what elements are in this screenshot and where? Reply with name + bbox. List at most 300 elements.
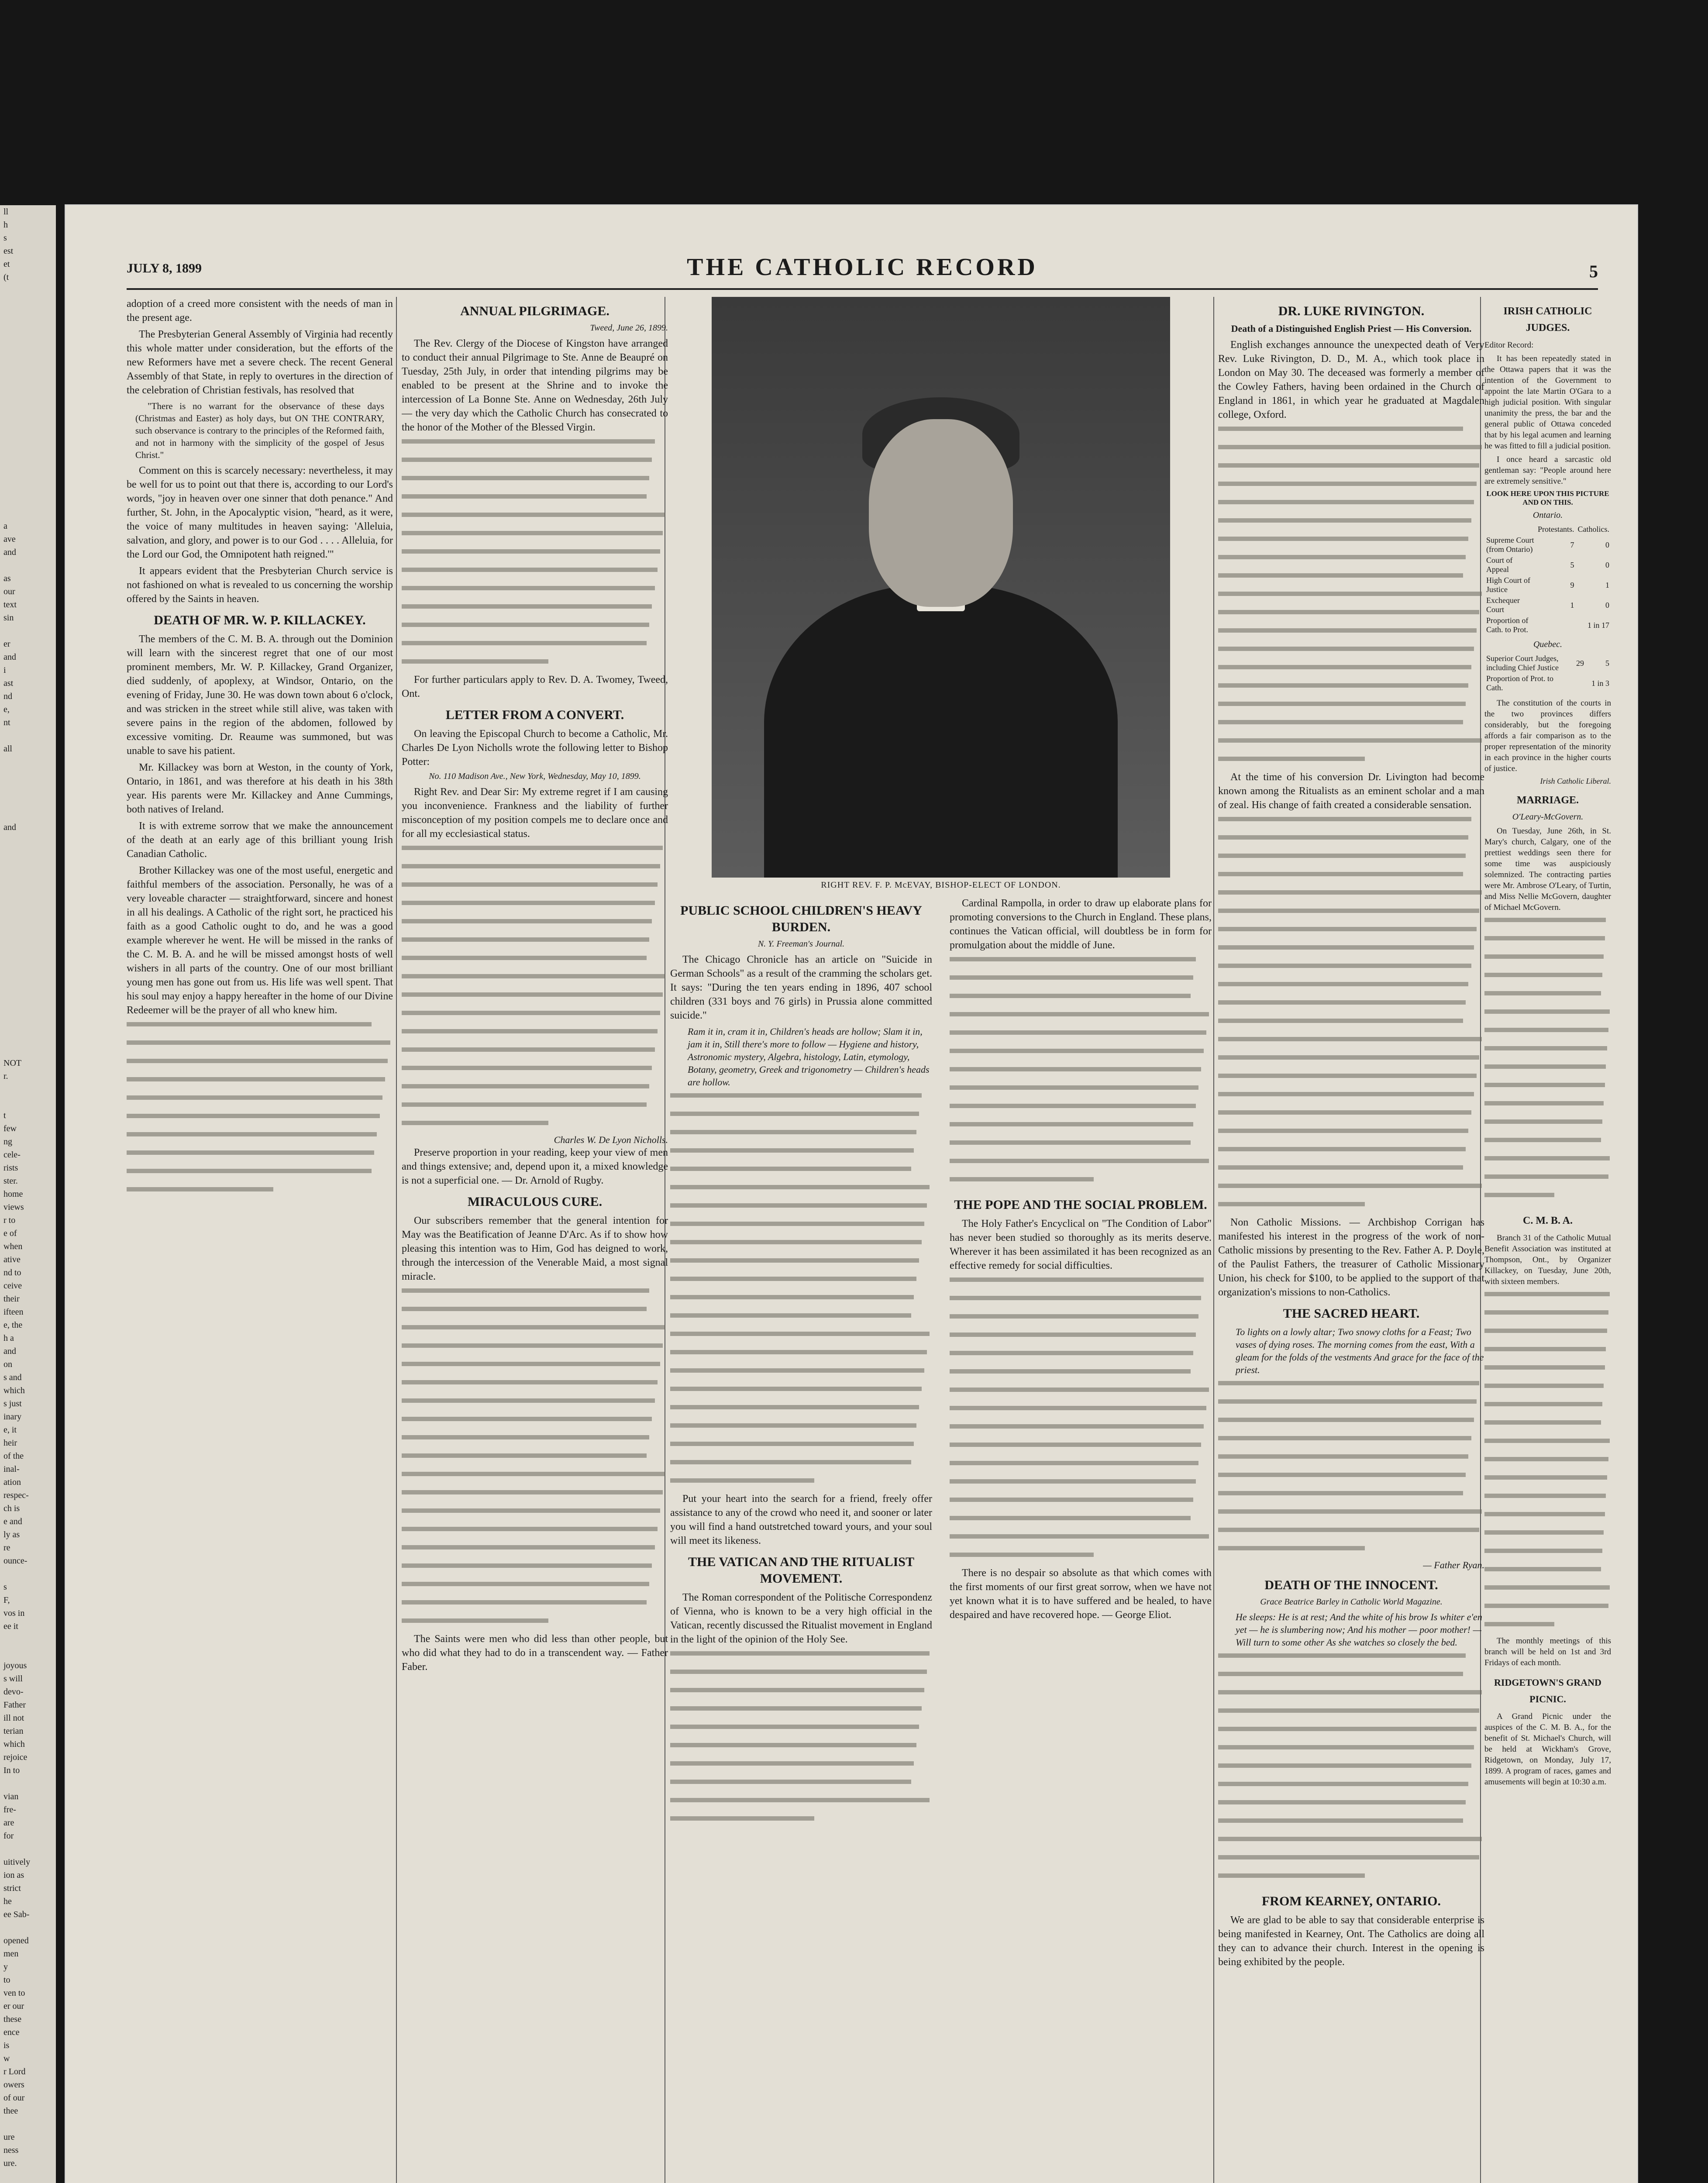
text-line [670,1093,932,1107]
adjacent-text-fragment [0,952,56,965]
adjacent-text-fragment: ly as [3,1530,20,1539]
text-line [1484,1156,1611,1170]
text-line [670,1222,932,1235]
adjacent-text-fragment [0,284,56,297]
adjacent-text-fragment: e, [3,705,10,714]
text-line [950,1424,1212,1438]
table-subheading: Quebec. [1533,640,1563,649]
adjacent-text-fragment [0,768,56,782]
text-line [1218,1184,1484,1197]
text-line [670,1112,932,1125]
adjacent-text-fragment [0,362,56,375]
text-line [1484,1101,1611,1115]
text-line [670,1332,932,1345]
text-line [670,1706,932,1720]
table-row: High Court of Justice 9 1 [1486,576,1609,594]
adjacent-text-fragment [0,795,56,808]
article-paragraph: The Roman correspondent of the Politische Correspondenz of Vienna, who is known to be a very high official in the Vatican, recently discussed the Ritualist movement in England in the light of the opinion of the Holy See. [670,1592,932,1645]
adjacent-text-fragment: heir [3,1438,17,1448]
newspaper-title: THE CATHOLIC RECORD [687,254,1038,281]
text-line [1218,757,1484,770]
text-line [402,623,668,636]
adjacent-text-fragment [0,310,56,323]
column-rule [1213,297,1214,2183]
obituary-headline: DEATH OF MR. W. P. KILLACKEY. [154,613,366,627]
adjacent-text-fragment [0,939,56,952]
adjacent-text-fragment [0,323,56,336]
text-line [950,1067,1212,1081]
text-line [1484,1009,1611,1023]
text-line [670,1761,932,1775]
adjacent-text-fragment: ven to [3,1988,25,1998]
text-line [1218,573,1484,587]
adjacent-text-fragment [0,349,56,362]
adjacent-text-fragment: r. [3,1071,8,1081]
table-row: Exchequer Court 1 0 [1486,596,1609,614]
text-line [1484,1064,1611,1078]
dateline: Tweed, June 26, 1899. [590,323,668,333]
article-paragraph: Cardinal Rampolla, in order to draw up elaborate plans for promoting conversions to the Church in England. These plans, continues the Vatican official, will doubtless be in form for promulgation about the middle of June. [950,898,1212,951]
article-paragraph: Right Rev. and Dear Sir: My extreme regret if I am causing you inconvenience. Frankness and the liability of further misconception of my position compels me to declare once and for all my ecclesiastical status. [402,786,668,840]
illegible-text-block [950,1277,1212,1566]
text-line [1218,555,1484,568]
illegible-text-block [127,1022,393,1201]
adjacent-text-fragment: w [3,2054,10,2063]
text-line [1218,1055,1484,1069]
text-line [1484,1457,1611,1470]
source-credit: N. Y. Freeman's Journal. [758,939,845,949]
article-paragraph: The Chicago Chronicle has an article on "Suicide in German Schools" as a result of the cramming the scholars get. It says: "During the ten years ending in 1896, 407 school children (331 boys and 76 girls) in Prussia alone committed suicide." [670,954,932,1021]
text-line [402,1618,668,1632]
text-line [1218,1436,1484,1450]
adjacent-text-fragment: devo- [3,1687,24,1697]
article-paragraph: On leaving the Episcopal Church to become a Catholic, Mr. Charles De Lyon Nicholls wrote the following letter to Bishop Potter: [402,728,668,768]
article-paragraph: Put your heart into the search for a friend, freely offer assistance to any of the crowd who need it, and sooner or later you will find a hand outstretched toward yours, and your soul will meet its likeness. [670,1493,932,1546]
table-row: Court of Appeal 5 0 [1486,556,1609,574]
text-line [1484,1512,1611,1525]
illegible-text-block [1218,1653,1484,1887]
adjacent-text-fragment: inary [3,1412,22,1422]
article-paragraph: There is no despair so absolute as that which comes with the first moments of our first great sorrow, when we have not yet known what it is to have suffered and be healed, to have despaired and have recovered hope. — George Eliot. [950,1567,1212,1621]
text-line [950,1461,1212,1474]
text-line [402,1047,668,1061]
text-line [127,1187,393,1201]
text-line [1484,1347,1611,1360]
text-line [402,1472,668,1485]
text-line [1484,1365,1611,1379]
text-line [950,1104,1212,1117]
adjacent-text-fragment: owers [3,2080,24,2090]
adjacent-text-fragment: a [3,521,7,531]
adjacent-text-fragment: ch is [3,1504,20,1513]
article-paragraph: The Saints were men who did less than other people, but who did what they had to do in a transcendent way. — Father Faber. [402,1633,668,1673]
adjacent-text-fragment: uitively [3,1857,31,1867]
adjacent-text-fragment: ee Sab- [3,1910,30,1919]
adjacent-text-fragment [0,847,56,860]
adjacent-text-fragment: h a [3,1333,14,1343]
text-line [950,1277,1212,1291]
bishop-portrait-photo [712,297,1170,878]
text-line [950,1122,1212,1136]
text-line [1484,991,1611,1005]
illegible-text-block [670,1093,932,1492]
adjacent-text-fragment: e of [3,1229,17,1238]
illegible-text-block [402,1288,668,1632]
article-paragraph: Mr. Killackey was born at Weston, in the county of York, Ontario, in 1861, and was therefore at his death in his 38th year. His parents were Mr. Killackey and Anne Cummings, both natives of Ireland. [127,762,393,815]
article-paragraph: A Grand Picnic under the auspices of the C. M. B. A., for the benefit of St. Michael's Church, will be held at Wickham's Grove, Ridgetown, on Monday, July 17, 1899. A program of races, games and amusements will begin at 10:30 a.m. [1484,1712,1611,1787]
text-line [402,937,668,951]
article-paragraph: The Presbyterian General Assembly of Virginia had recently this whole matter under consideration, but the efforts of the new Reformers have met a severe check. The recent General Assembly of that State, in reply to overtures in the direction of the celebration of Christian festivals, has resolved that [127,329,393,396]
text-line [402,1453,668,1467]
text-line [1218,445,1484,458]
text-line [402,1307,668,1320]
adjacent-text-fragment [0,1004,56,1017]
text-line [670,1387,932,1400]
text-line [127,1059,393,1072]
text-line [670,1240,932,1253]
text-line [670,1148,932,1162]
text-line [670,1798,932,1811]
adjacent-text-fragment: e, it [3,1425,17,1435]
adjacent-text-fragment: which [3,1739,25,1749]
judges-table-ontario [1484,524,1611,635]
text-line [127,1169,393,1182]
adjacent-text-fragment [0,1777,56,1790]
text-line [1218,1837,1484,1850]
column-1 [127,297,393,2183]
text-line [950,1479,1212,1493]
text-line [1484,1494,1611,1507]
text-line [402,919,668,933]
adjacent-text-fragment: F, [3,1595,10,1605]
article-paragraph: On Tuesday, June 26th, in St. Mary's church, Calgary, one of the prettiest weddings seen there for some time was auspiciously solemnized. The contracting parties were Mr. Ambrose O'Leary, of Turtin, and Miss Nellie McGovern, daughter of Michael McGovern. [1484,826,1611,912]
text-line [1484,1193,1611,1206]
text-line [1218,927,1484,940]
text-line [1484,1402,1611,1415]
article-paragraph: The Rev. Clergy of the Diocese of Kingston have arranged to conduct their annual Pilgrimage to Ste. Anne de Beaupré on Tuesday, 25th July, in order that intending pilgrims may be enabled to be present at the Shrine and to invoke the intercession of La Bonne Ste. Anne on Wednesday, 26th July — the very day which the Catholic Church has consecrated to the honor of the Mother of the Blessed Virgin. [402,338,668,433]
text-line [402,439,668,453]
text-line [1218,1873,1484,1887]
table-heading: LOOK HERE UPON THIS PICTURE AND ON THIS. [1486,489,1609,506]
adjacent-text-fragment: thee [3,2106,18,2116]
adjacent-text-fragment: s and [3,1373,22,1382]
text-line [1218,890,1484,904]
text-line [950,1049,1212,1062]
text-line [1218,1763,1484,1777]
article-paragraph: We are glad to be able to say that considerable enterprise is being manifested in Kearney, Ont. The Catholics are doing all they can to advance their church. Interest in the opening is being exhibited by the people. [1218,1914,1484,1968]
adjacent-text-fragment: opened [3,1936,29,1945]
adjacent-text-fragment [0,402,56,415]
text-line [1218,1855,1484,1869]
text-line [670,1313,932,1327]
text-line [127,1040,393,1054]
text-line [402,604,668,618]
text-line [1218,1381,1484,1395]
adjacent-text-fragment: ceive [3,1281,22,1291]
illegible-text-block [1218,817,1484,1215]
text-line [402,513,668,526]
adjacent-text-fragment [0,480,56,493]
adjacent-text-fragment: ounce- [3,1556,28,1566]
adjacent-text-fragment: all [3,744,12,754]
text-line [402,992,668,1006]
adjacent-text-fragment: to [3,1975,10,1985]
text-line [402,586,668,599]
text-line [670,1478,932,1492]
adjacent-text-fragment: their [3,1294,20,1304]
text-line [402,549,668,563]
text-line [1218,945,1484,959]
text-line [670,1295,932,1308]
adjacent-text-fragment: of the [3,1451,24,1461]
adjacent-text-fragment: ee it [3,1622,18,1631]
text-line [1218,1528,1484,1541]
text-line [1218,592,1484,605]
text-line [402,1527,668,1540]
adjacent-text-fragment [0,1017,56,1030]
text-line [670,1688,932,1701]
text-line [402,1102,668,1116]
text-line [402,568,668,581]
letter-salutation: Editor Record: [1484,341,1534,350]
illegible-text-block [1218,1381,1484,1560]
text-line [1218,1473,1484,1486]
article-paragraph: It is with extreme sorrow that we make the announcement of the death at an early age of this brilliant young Irish Canadian Catholic. [127,820,393,860]
text-line [1484,1585,1611,1599]
text-line [1218,1037,1484,1050]
text-line [1218,702,1484,715]
article-paragraph: Non Catholic Missions. — Archbishop Corrigan has manifested his interest in the progress of the work of non-Catholic missions by presenting to the Rev. Father A. P. Doyle, of the Paulist Fathers, the treasurer of Catholic Missionary Union, his check for $100, to be applied to the support of that organization's missions to non-Catholics. [1218,1217,1484,1298]
text-line [127,1150,393,1164]
illegible-text-block [402,846,668,1134]
text-line [402,1084,668,1098]
school-burden-headline: PUBLIC SCHOOL CHILDREN'S HEAVY BURDEN. [680,903,922,934]
text-line [950,1351,1212,1364]
text-line [1218,1491,1484,1505]
adjacent-text-fragment [0,886,56,899]
text-line [670,1185,932,1198]
text-line [402,974,668,988]
adjacent-text-fragment: home [3,1189,23,1199]
adjacent-text-fragment: text [3,600,17,609]
letter-address: No. 110 Madison Ave., New York, Wednesday, May 10, 1899. [429,771,641,781]
adjacent-text-fragment: respec- [3,1491,29,1500]
illegible-text-block [670,1651,932,1830]
text-line [1484,1119,1611,1133]
text-line [950,1030,1212,1044]
text-line [1484,954,1611,968]
adjacent-text-fragment [0,729,56,742]
text-line [402,1563,668,1577]
illegible-text-block [950,957,1212,1191]
text-line [950,1406,1212,1419]
text-line [670,1167,932,1180]
adjacent-text-fragment: men [3,1949,19,1959]
text-line [1218,1690,1484,1704]
article-paragraph: Our subscribers remember that the general intention for May was the Beatification of Jeanne D'Arc. As if to show how pleasing this intention was to Him, God has deigned to work, through the intercession of the Venerable Maid, a most signal miracle. [402,1215,668,1282]
text-line [1218,1000,1484,1014]
text-line [1218,1147,1484,1160]
text-line [402,1380,668,1394]
text-line [950,1388,1212,1401]
adjacent-text-fragment: which [3,1386,25,1395]
adjacent-text-fragment: re [3,1543,10,1553]
adjacent-text-fragment: ure. [3,2159,17,2168]
text-line [402,1508,668,1522]
text-line [1218,1019,1484,1032]
text-line [402,1121,668,1134]
adjacent-text-fragment: ifteen [3,1307,24,1317]
text-line [1218,1074,1484,1087]
adjacent-text-fragment [0,1083,56,1096]
pilgrimage-headline: ANNUAL PILGRIMAGE. [460,304,610,318]
text-line [1218,518,1484,532]
adjacent-text-fragment: nd [3,692,12,701]
text-line [670,1277,932,1290]
adjacent-text-fragment [0,1043,56,1057]
page-number: 5 [1589,262,1598,281]
adjacent-text-fragment: ave [3,534,16,544]
quotation: "There is no warrant for the observance of these days (Christmas and Easter) as holy days, but ON THE CONTRARY, such observance is contrary to the principles of the Reformed faith, and not in harmony with the simplicity of the gospel of Jesus Christ." [135,401,384,460]
newspaper-page [65,205,1637,2183]
text-line [402,1545,668,1559]
adjacent-text-fragment [0,1096,56,1109]
text-line [950,1314,1212,1328]
adjacent-text-fragment [0,1633,56,1646]
adjacent-text-fragment: and [3,547,16,557]
text-line [1218,482,1484,495]
text-line [1484,1292,1611,1305]
text-line [1218,683,1484,697]
adjacent-text-fragment: for [3,1831,14,1841]
text-line [1218,738,1484,752]
adjacent-text-fragment [0,467,56,480]
adjacent-text-fragment [0,873,56,886]
adjacent-text-fragment: ation [3,1477,21,1487]
table-row: Proportion of Prot. to Cath. 1 in 3 [1486,674,1609,692]
adjacent-text-fragment: sin [3,613,14,623]
adjacent-text-fragment [0,834,56,847]
poem: He sleeps: He is at rest; And the white of his brow Is whiter e'en yet — he is slumbering now; And his mother — poor mother! — Will turn to some other As she watches so closely the bed. [1236,1611,1482,1648]
adjacent-text-fragment: he [3,1897,12,1906]
text-line [402,1417,668,1430]
adjacent-text-fragment [0,1921,56,1934]
article-paragraph: The members of the C. M. B. A. through out the Dominion will learn with the sincerest regret that one of our most prominent members, Mr. W. P. Killackey, Grand Organizer, died suddenly, of apoplexy, at Windsor, Ontario, on the evening of Friday, June 30. He was down town about 6 o'clock, and was stricken in the street while still alive, was taken with severe pains in the region of the abdomen, followed by excessive vomiting. Dr. Reaume was summoned, but was unable to save his patient. [127,634,393,757]
text-line [127,1132,393,1146]
column-6 [1484,297,1611,2183]
adjacent-text-fragment [0,926,56,939]
adjacent-text-fragment [0,991,56,1004]
adjacent-text-fragment [0,1030,56,1043]
article-paragraph: Brother Killackey was one of the most useful, energetic and faithful members of the association. Personally, he was of a very loveable character — straightforward, sincere and honest in all his dealings. A Catholic of the right sort, he practiced his faith as a good Catholic ought to do, and he was a good example wherever he went. He will be missed in the ranks of the C. M. B. A. and he will be missed amongst hosts of well wishers in all parts of the country. One of our most brilliant young men has gone out from us. His life was well spent. That his soul may enjoy a happy hereafter in the home of our Divine Redeemer will be the prayer of all who knew him. [127,865,393,1016]
article-paragraph: English exchanges announce the unexpected death of Very Rev. Luke Rivington, D. D., M. A., which took place in London on May 30. The deceased was formerly a member of the Cowley Fathers, having been ordained in the Church of England in 1861, in which year he graduated at Magdalen college, Oxford. [1218,339,1484,420]
adjacent-text-fragment: er our [3,2001,24,2011]
text-line [950,1140,1212,1154]
text-line [950,1516,1212,1529]
text-line [1218,427,1484,440]
text-line [1218,463,1484,477]
text-line [1218,817,1484,830]
adjacent-text-fragment: when [3,1242,23,1251]
text-line [950,1553,1212,1566]
text-line [1218,1745,1484,1759]
table-row: Supreme Court (from Ontario) 7 0 [1486,536,1609,554]
adjacent-text-fragment: nd to [3,1268,21,1277]
adjacent-text-fragment [0,415,56,428]
text-line [1218,1672,1484,1685]
text-line [670,1423,932,1437]
illegible-text-block [1484,918,1611,1206]
text-line [402,476,668,489]
adjacent-text-fragment: vos in [3,1608,25,1618]
adjacent-text-fragment: inal- [3,1464,20,1474]
poem-signature: — Father Ryan. [1423,1560,1484,1570]
text-line [1218,854,1484,867]
adjacent-text-fragment: are [3,1818,14,1828]
text-line [950,1369,1212,1383]
adjacent-text-fragment: s will [3,1674,23,1684]
text-line [402,1343,668,1357]
table-row: Proportion of Cath. to Prot. 1 in 17 [1486,616,1609,634]
adjacent-text-fragment [0,808,56,821]
text-line [402,1362,668,1375]
adjacent-text-fragment [0,441,56,454]
adjacent-text-fragment [0,912,56,926]
article-paragraph: It has been repeatedly stated in the Ottawa papers that it was the intention of the Government to appoint the late Martin O'Gara to a high judicial position. With singular unanimity the press, the bar and the general public of Ottawa conceded that by his legal acumen and learning he was fitted to fill a judicial position. [1484,354,1611,451]
text-line [950,1534,1212,1548]
text-line [127,1022,393,1036]
text-line [1484,973,1611,986]
marriage-headline: MARRIAGE. [1517,795,1579,806]
picnic-headline: RIDGETOWN'S GRAND PICNIC. [1494,1677,1601,1704]
text-line [1218,982,1484,995]
adjacent-text-fragment: views [3,1202,24,1212]
text-line [402,1600,668,1614]
photo-caption: RIGHT REV. F. P. McEVAY, BISHOP-ELECT OF LONDON. [821,880,1061,890]
text-line [402,864,668,878]
text-line [1218,1800,1484,1814]
text-line [1484,1475,1611,1489]
text-line [1218,964,1484,977]
adjacent-text-fragment: e and [3,1517,22,1526]
text-line [1218,1727,1484,1740]
column-rule [396,297,397,2183]
text-line [402,641,668,654]
text-line [402,901,668,914]
article-paragraph: Branch 31 of the Catholic Mutual Benefit Association was instituted at Thompson, Ont., by Organizer Killackey, on Tuesday, June 20th, with sixteen members. [1484,1233,1611,1286]
adjacent-text-fragment [0,782,56,795]
text-line [670,1780,932,1793]
adjacent-text-fragment: as [3,574,11,583]
text-line [1218,1653,1484,1667]
text-line [950,975,1212,989]
article-paragraph: It appears evident that the Presbyterian Church service is not fashioned on what is revealed to us concerning the worship offered by the Saints in heaven. [127,565,393,605]
article-paragraph: Preserve proportion in your reading, keep your view of men and things extensive; and, depend upon it, a mixed knowledge is not a superficial one. — Dr. Arnold of Rugby. [402,1147,668,1186]
judges-headline: IRISH CATHOLIC JUDGES. [1503,306,1592,334]
text-line [402,458,668,471]
text-line [670,1725,932,1738]
adjacent-text-fragment: et [3,259,10,269]
adjacent-text-fragment [0,755,56,768]
article-paragraph: For further particulars apply to Rev. D. A. Twomey, Tweed, Ont. [402,674,668,699]
column-4 [950,896,1212,1830]
text-line [402,531,668,544]
masthead [127,253,1598,290]
adjacent-text-fragment [0,428,56,441]
adjacent-text-fragment: rists [3,1163,18,1173]
text-line [670,1350,932,1364]
text-line [1218,720,1484,733]
